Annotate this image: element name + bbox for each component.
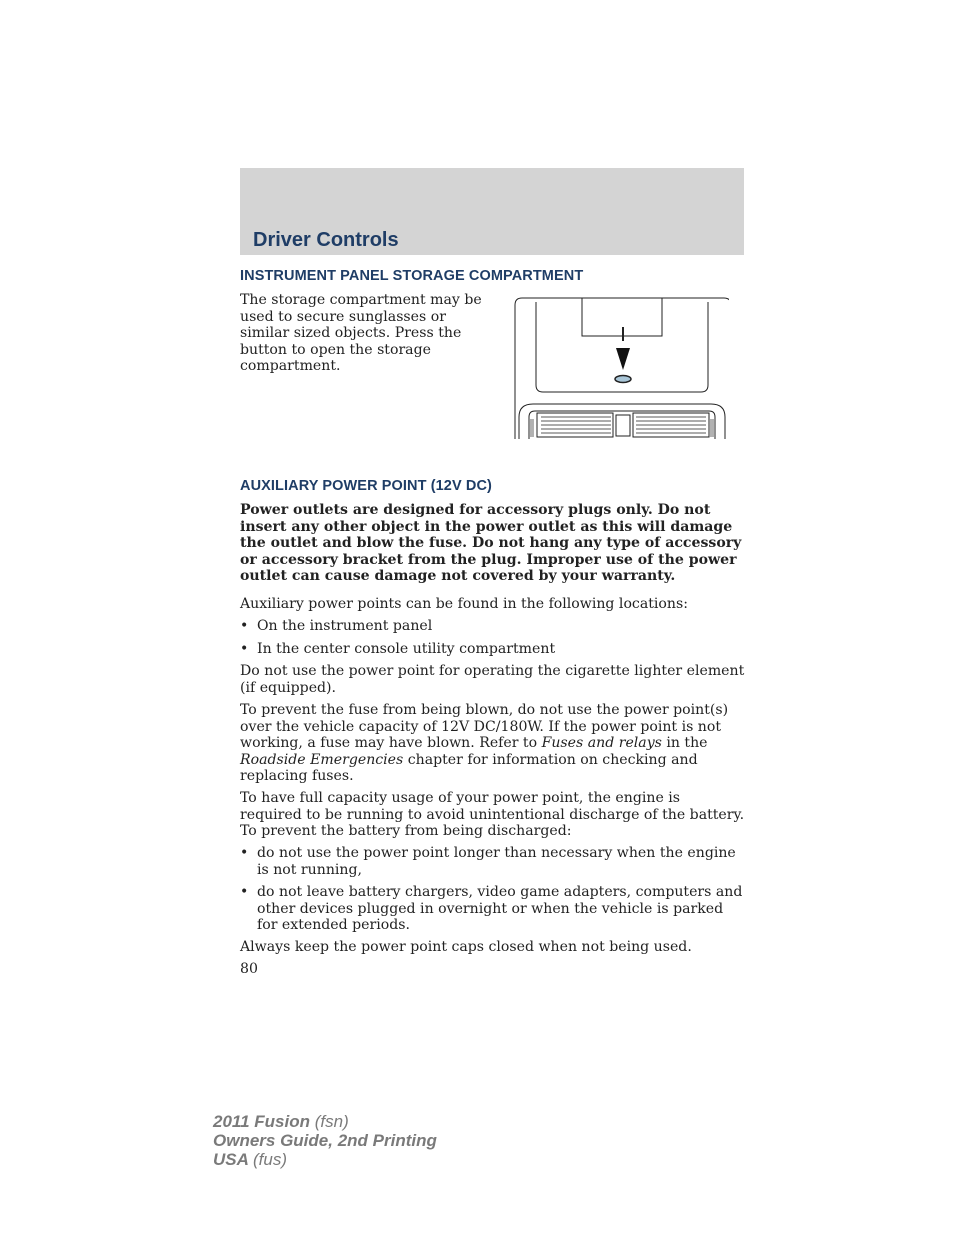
- footer-model: 2011 Fusion: [213, 1112, 310, 1131]
- footer-line-3: [213, 1150, 437, 1169]
- list-item: [240, 884, 745, 934]
- list-item-text: do not use the power point longer than necessary when the engine is not running,: [257, 845, 736, 878]
- heading-storage-compartment: INSTRUMENT PANEL STORAGE COMPARTMENT: [240, 268, 584, 284]
- fuse-note: [240, 702, 745, 785]
- bullet-dot: •: [240, 845, 249, 861]
- locations-intro: Auxiliary power points can be found in the following locations:: [240, 596, 688, 612]
- lighter-note: Do not use the power point for operating the cigarette lighter element (if equipped).: [240, 663, 745, 696]
- bullet-dot: •: [240, 641, 249, 657]
- list-item-text: In the center console utility compartment: [257, 641, 556, 657]
- roadside-emergencies-reference: Roadside Emergencies: [240, 751, 404, 768]
- footer-model-code: (fsn): [314, 1112, 349, 1131]
- storage-compartment-illustration: [513, 297, 729, 439]
- heading-auxiliary-power-point: AUXILIARY POWER POINT (12V DC): [240, 478, 492, 494]
- caps-note: Always keep the power point caps closed when not being used.: [240, 939, 692, 955]
- footer-line-2: Owners Guide, 2nd Printing: [213, 1131, 437, 1150]
- storage-compartment-text: The storage compartment may be used to secure sunglasses or similar sized objects. Press the button to open the storage compartment.: [240, 292, 482, 375]
- capacity-note: To have full capacity usage of your power point, the engine is required to be running to avoid unintentional discharge of the battery. To prevent the battery from being discharged:: [240, 790, 745, 840]
- fuse-note-text-a: To prevent the fuse from being blown, do not use the power point(s) over the vehicle capacity of 12V DC/180W. If the power point is not working, a fuse may have blown. Refer to: [240, 702, 729, 752]
- list-item: [240, 845, 745, 878]
- fuse-note-text-c: chapter for information on checking and replacing fuses.: [240, 751, 698, 785]
- section-title: Driver Controls: [253, 229, 399, 251]
- section-header-band: [240, 168, 744, 255]
- fuses-relays-reference: Fuses and relays: [541, 735, 662, 752]
- list-item-text: On the instrument panel: [257, 618, 433, 634]
- list-item: [240, 641, 745, 658]
- fuse-note-text-b: in the: [661, 735, 708, 752]
- document-footer: [213, 1112, 437, 1169]
- power-outlet-warning: Power outlets are designed for accessory plugs only. Do not insert any other object in the power outlet as this will damage the outlet and blow the fuse. Do not hang any type of accessory or accessory bracket from the plug. Improper use of the power outlet can cause damage not covered by your warranty.: [240, 502, 742, 585]
- footer-market-code: (fus): [253, 1150, 287, 1169]
- bullet-dot: •: [240, 618, 249, 634]
- footer-line-1: [213, 1112, 437, 1131]
- bullet-dot: •: [240, 884, 249, 900]
- list-item-text: do not leave battery chargers, video game adapters, computers and other devices plugged in overnight or when the vehicle is parked for extended periods.: [257, 884, 743, 934]
- list-item: [240, 618, 745, 635]
- footer-market: USA: [213, 1150, 249, 1169]
- page-number: 80: [240, 961, 258, 977]
